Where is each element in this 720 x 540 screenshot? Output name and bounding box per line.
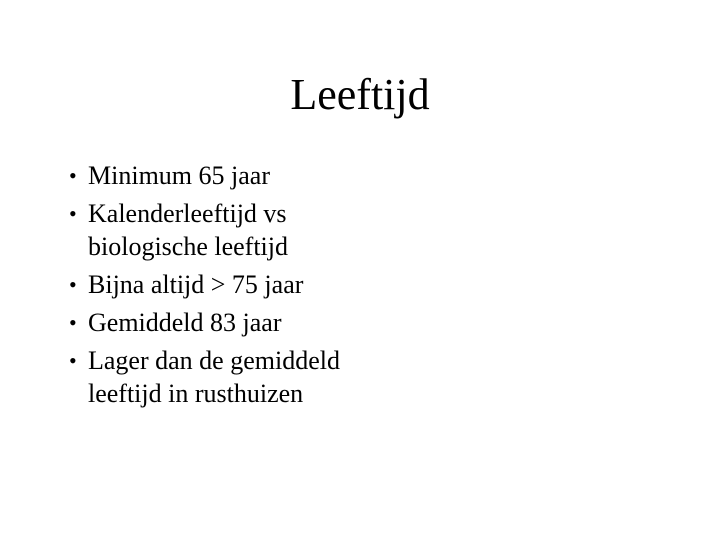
bullet-icon: • xyxy=(69,310,77,336)
bullet-icon: • xyxy=(69,271,77,297)
list-item xyxy=(60,345,360,410)
bullet-text: Kalenderleeftijd vs biologische leeftijd xyxy=(88,199,289,261)
bullet-text: Gemiddeld 83 jaar xyxy=(88,308,282,338)
list-item xyxy=(60,307,360,339)
bullet-text: Bijna altijd > 75 jaar xyxy=(88,269,304,299)
bullet-text: Minimum 65 jaar xyxy=(88,161,270,190)
list-item xyxy=(60,160,360,192)
bullet-icon: • xyxy=(69,348,77,374)
bullet-text: Lager dan de gemiddeld leeftijd in rusthuizen xyxy=(88,346,340,408)
bullet-icon: • xyxy=(69,163,77,188)
list-item xyxy=(60,198,360,263)
bullet-icon: • xyxy=(69,201,77,227)
list-item xyxy=(60,269,360,301)
slide-title: Leeftijd xyxy=(290,70,430,119)
bullet-list xyxy=(60,160,360,416)
